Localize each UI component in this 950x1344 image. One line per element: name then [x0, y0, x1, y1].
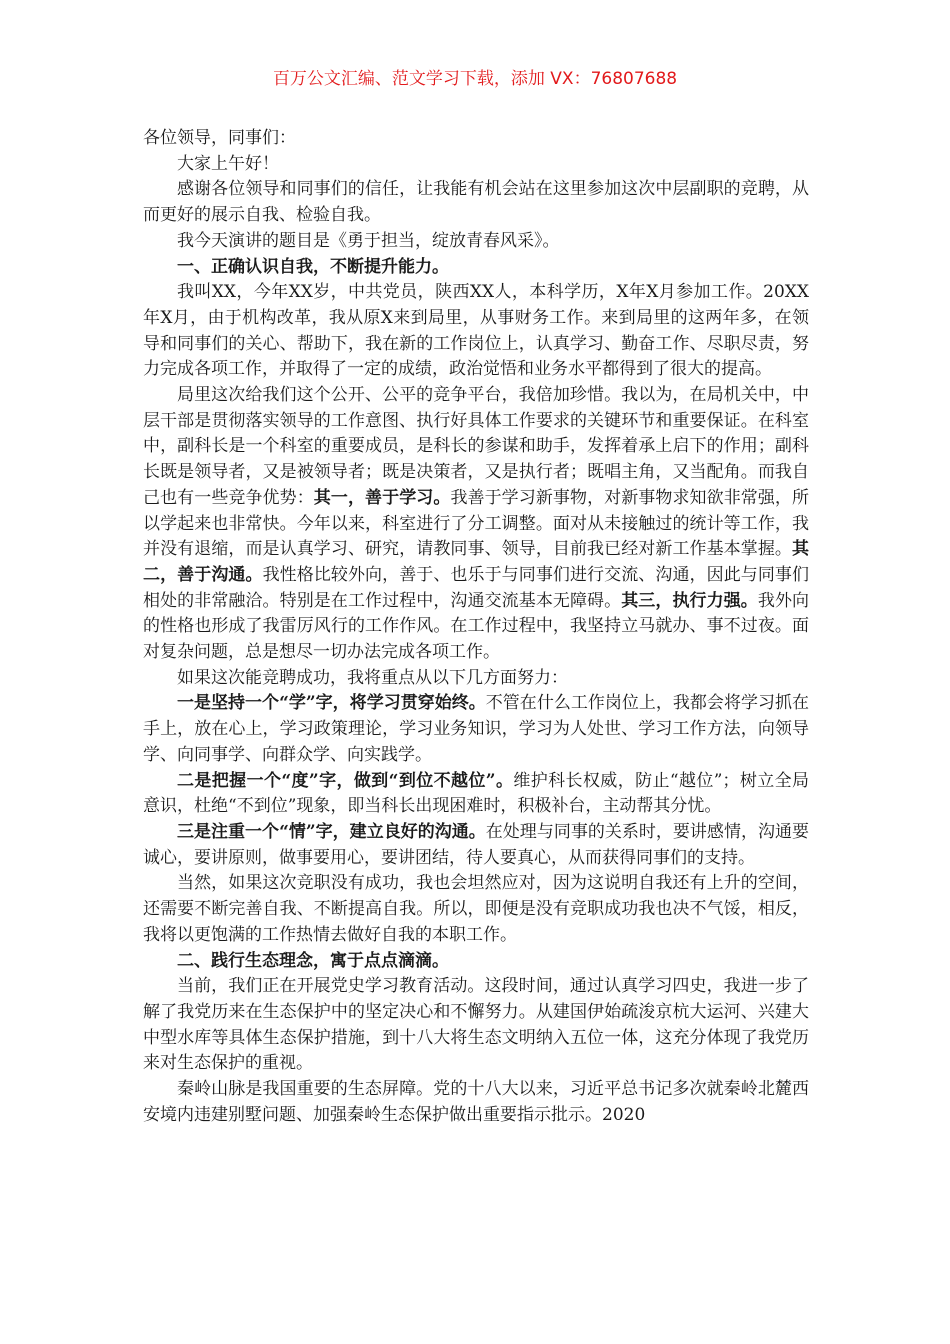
advantage-1-title: 其一，善于学习。 [313, 487, 451, 508]
section-heading-1 [143, 255, 809, 281]
advantage-1-text: 我善于学习新事物，对新事物求知欲非常强，所以学起来也非常快。今年以来，科室进行了分工调整。面对从未接触过的统计等工作，我并没有退缩，而是认真学习、研究，请教同事、领导，目前我已经对新工作基本掌握。 [143, 487, 810, 560]
section-heading-2-text: 二、践行生态理念，寓于点点滴滴。 [177, 950, 449, 971]
section-heading-2 [143, 949, 809, 975]
advantage-2-title: 其二，善于沟通。 [143, 539, 809, 585]
plan-item-1-title: 一是坚持一个“学”字，将学习贯穿始终。 [177, 693, 486, 714]
plan-item-2 [143, 769, 809, 820]
paragraph-plan: 如果这次能竞聘成功，我将重点从以下几方面努力： [177, 667, 568, 688]
paragraph-intro: 我叫XX，今年XX岁，中共党员，陕西XX人，本科学历，X年X月参加工作。20XX年X月，由于机构改革，我从原X来到局里，从事财务工作。来到局里的这两年多，在领导和同事们的关心、帮助下，我在新的工作岗位上，认真学习、勤奋工作、尽职尽责，努力完成各项工作，并取得了一定的成绩，政治觉悟和业务水平都得到了很大的提高。 [143, 282, 809, 380]
advantages-lead: 局里这次给我们这个公开、公平的竞争平台，我倍加珍惜。我以为，在局机关中，中层干部是贯彻落实领导的工作意图、执行好具体工作要求的关键环节和重要保证。在科室中，副科长是一个科室的重要成员，是科长的参谋和助手，发挥着承上启下的作用；副科长既是领导者，又是被领导者；既是决策者，又是执行者；既唱主角，又当配角。而我自己也有一些竞争优势： [143, 385, 809, 508]
paragraph-thanks: 感谢各位领导和同事们的信任，让我能有机会站在这里参加这次中层副职的竞聘，从而更好的展示自我、检验自我。 [143, 179, 809, 226]
advantage-3-title: 其三，执行力强。 [621, 590, 758, 611]
speech-body [143, 126, 809, 1128]
advantage-2-text: 我性格比较外向，善于、也乐于与同事们进行交流、沟通，因此与同事们相处的非常融洽。特别是在工作过程中，沟通交流基本无障碍。 [143, 564, 810, 611]
plan-item-1 [143, 691, 809, 768]
section-heading-1-text: 一、正确认识自我，不断提升能力。 [177, 256, 449, 277]
plan-item-1-text: 不管在什么工作岗位上，我都会将学习抓在手上，放在心上，学习政策理论，学习业务知识，学习为人处世、学习工作方法，向领导学、向同事学、向群众学、向实践学。 [143, 693, 809, 765]
paragraph-topic: 我今天演讲的题目是《勇于担当，绽放青春风采》。 [177, 230, 560, 251]
plan-item-2-text: 维护科长权威，防止“越位”；树立全局意识，杜绝“不到位”现象，即当科长出现困难时，积极补台，主动帮其分忧。 [143, 770, 809, 817]
plan-item-3 [143, 820, 809, 871]
plan-item-2-title: 二是把握一个“度”字，做到“到位不越位”。 [177, 770, 514, 791]
paragraph-ecology-1: 当前，我们正在开展党史学习教育活动。这段时间，通过认真学习四史，我进一步了解了我党历来在生态保护中的坚定决心和不懈努力。从建国伊始疏浚京杭大运河、兴建大中型水库等具体生态保护措施，到十八大将生态文明纳入五位一体，这充分体现了我党历来对生态保护的重视。 [143, 976, 809, 1074]
paragraph-advantages [143, 383, 809, 666]
plan-item-3-title: 三是注重一个“情”字，建立良好的沟通。 [177, 821, 486, 842]
plan-item-3-text: 在处理与同事的关系时，要讲感情，沟通要诚心，要讲原则，做事要用心，要讲团结，待人要真心，从而获得同事们的支持。 [143, 821, 809, 868]
advantage-3-text: 我外向的性格也形成了我雷厉风行的工作作风。在工作过程中，我坚持立马就办、事不过夜。面对复杂问题，总是想尽一切办法完成各项工作。 [143, 590, 810, 663]
salutation: 各位领导，同事们： [143, 128, 296, 148]
paragraph-ecology-2: 秦岭山脉是我国重要的生态屏障。党的十八大以来，习近平总书记多次就秦岭北麓西安境内违建别墅问题、加强秦岭生态保护做出重要指示批示。2020 [143, 1079, 809, 1125]
promo-banner: 百万公文汇编、范文学习下载，添加 VX：76807688 [272, 69, 678, 89]
greeting: 大家上午好！ [177, 153, 279, 174]
paragraph-if-fail: 当然，如果这次竞职没有成功，我也会坦然应对，因为这说明自我还有上升的空间，还需要不断完善自我、不断提高自我。所以，即便是没有竞职成功我也决不气馁，相反，我将以更饱满的工作热情去做好自我的本职工作。 [143, 873, 809, 945]
